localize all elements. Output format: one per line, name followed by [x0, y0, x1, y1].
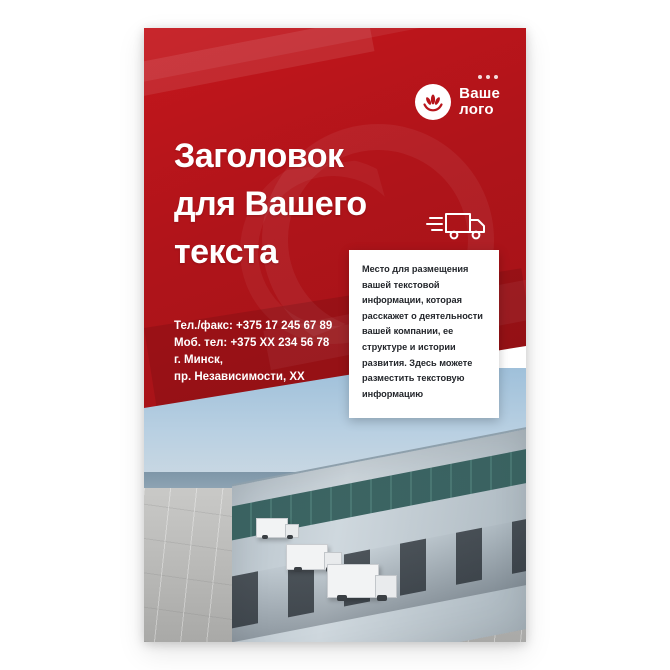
delivery-truck-icon	[426, 206, 488, 246]
logo-text	[459, 86, 500, 118]
truck-near	[327, 564, 399, 608]
body-text-card	[349, 250, 499, 418]
headline-line-2: для Вашего	[174, 185, 367, 223]
logo-line-1: Ваше	[459, 85, 500, 102]
logo	[415, 84, 500, 120]
flower-lotus-icon	[415, 84, 451, 120]
logo-line-2: лого	[459, 101, 494, 118]
contact-mobile: Моб. тел: +375 XX 234 56 78	[174, 337, 330, 349]
truck-far	[256, 518, 300, 544]
contact-phone-fax: Тел./факс: +375 17 245 67 89	[174, 320, 333, 332]
contact-city: г. Минск,	[174, 354, 223, 366]
headline-line-3: текста	[174, 233, 278, 271]
contact-street: пр. Независимости, XX	[174, 371, 305, 383]
headline-line-1: Заголовок	[174, 137, 344, 175]
flyer-sheet	[144, 28, 526, 642]
body-text: Место для размещения вашей текстовой информации, которая расскажет о деятельности вашей компании, ее структуре и истории развития. Здесь можете разместить текстовую информацию	[362, 264, 483, 399]
logo-dots	[478, 75, 498, 79]
contact-block	[174, 318, 332, 386]
